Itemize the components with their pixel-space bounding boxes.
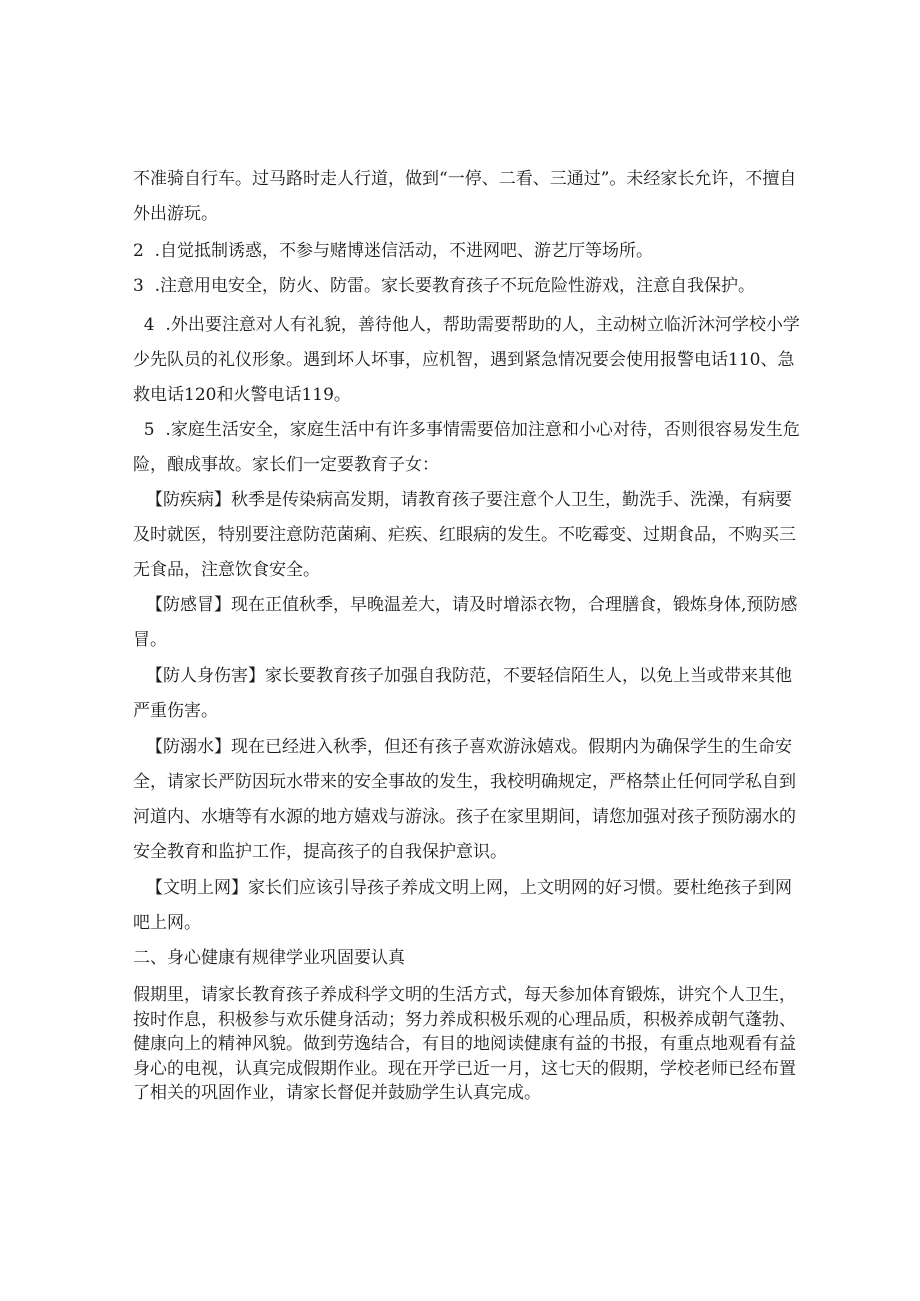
drowning-prevention-paragraph: 【防溺水】现在已经进入秋季，但还有孩子喜欢游泳嬉戏。假期内为确保学生的生命安全，请家长严防因玩水带来的安全事故的发生，我校明确规定，严格禁止任何同学私自到河道内、水塘等有水源的地方嬉戏与游泳。孩子在家里期间，请您加强对孩子预防溺水的安全教育和监护工作，提高孩子的自我保护意识。 [133,737,796,862]
civilized-internet-paragraph: 【文明上网】家长们应该引导孩子养成文明上网，上文明网的好习惯。要杜绝孩子到网吧上网。 [133,878,792,933]
cold-prevention-paragraph: 【防感冒】现在正值秋季，早晚温差大，请及时增添衣物，合理膳食，锻炼身体,预防感冒。 [133,595,798,650]
list-item-2: 2 .自觉抵制诱惑，不参与赌博迷信活动，不进网吧、游艺厅等场所。 [133,241,654,261]
section-2-body: 假期里，请家长教育孩子养成科学文明的生活方式，每天参加体育锻炼，讲究个人卫生，按时作息，积极参与欢乐健身活动；努力养成积极乐观的心理品质，积极养成朝气蓬勃、健康向上的精神风貌。做到劳逸结合，有目的地阅读健康有益的书报，有重点地观看有益身心的电视，认真完成假期作业。现在开学已近一月，这七天的假期，学校老师已经布置了相关的巩固作业，请家长督促并鼓励学生认真完成。 [133,985,796,1103]
list-item-5: 5 .家庭生活安全，家庭生活中有许多事情需要倍加注意和小心对待，否则很容易发生危险，酿成事故。家长们一定要教育子女： [133,420,800,475]
list-item-4: 4 .外出要注意对人有礼貌，善待他人，帮助需要帮助的人，主动树立临沂沐河学校小学少先队员的礼仪形象。遇到坏人坏事，应机智，遇到紧急情况要会使用报警电话110、急救电话120和火警电话119。 [133,315,800,405]
disease-prevention-paragraph: 【防疾病】秋季是传染病高发期，请教育孩子要注意个人卫生，勤洗手、洗澡，有病要及时就医，特别要注意防范菌痢、疟疾、红眼病的发生。不吃霉变、过期食品，不购买三无食品，注意饮食安全。 [133,490,796,580]
section-2-heading: 二、身心健康有规律学业巩固要认真 [133,948,405,968]
safety-continuation-paragraph: 不准骑自行车。过马路时走人行道，做到“一停、二看、三通过”。未经家长允许，不擅自外出游玩。 [133,169,797,224]
list-item-3: 3 .注意用电安全，防火、防雷。家长要教育孩子不玩危险性游戏，注意自我保护。 [133,276,756,296]
injury-prevention-paragraph: 【防人身伤害】家长要教育孩子加强自我防范，不要轻信陌生人，以免上当或带来其他严重伤害。 [133,666,792,721]
